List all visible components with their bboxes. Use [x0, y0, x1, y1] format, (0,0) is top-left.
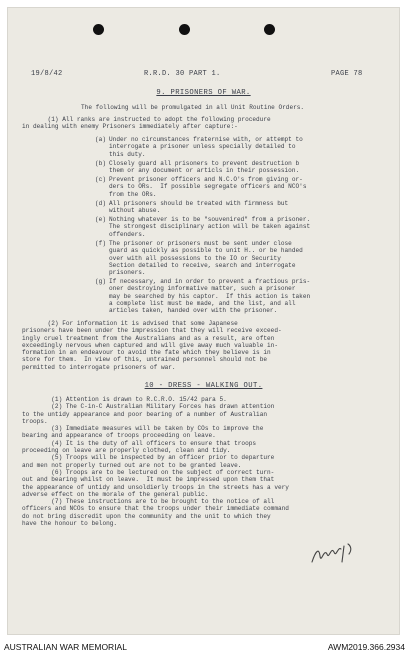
list-item-text: Nothing whatever is to be "souvenired" from a prisoner. The strongest disciplinary action will be taken against offenders.: [109, 216, 311, 238]
punch-hole: [179, 24, 190, 35]
list-item-label: (d): [95, 200, 106, 207]
list-item-label: (a): [95, 136, 106, 143]
punch-hole: [264, 24, 275, 35]
footer-accession-number: AWM2019.366.2934: [327, 642, 405, 652]
list-item-text: The prisoner or prisoners must be sent under close guard as quickly as possible to unit H.. or be handed over with all possessions to the IO or Security Section detailed to receive, search and interrogate prisoners.: [109, 240, 303, 277]
list-item-label: (f): [95, 240, 106, 247]
list-item-label: (c): [95, 176, 106, 183]
list-item-text: All prisoners should be treated with firmness but without abuse.: [109, 200, 289, 215]
punch-hole: [93, 24, 104, 35]
paragraph-1: (1) All ranks are instructed to adopt the following procedure in dealing with enemy Prisoners immediately after capture:-: [22, 116, 271, 131]
section-title-dress: 10 - DRESS - WALKING OUT.: [144, 382, 263, 390]
footer-institution: AUSTRALIAN WAR MEMORIAL: [4, 642, 127, 652]
intro-text: The following will be promulgated in all Unit Routine Orders.: [81, 104, 305, 111]
paragraph-2: (2) For information it is advised that some Japanese prisoners have been under the impression that they will receive exceed- ingly cruel treatment from the Australians and as a result, are often exceedingly nervous when captured and will give away much valuable in- formation in an endeavour to avoid the fate which they believe is in store for them. In view of this, untrained personnel should not be permitted to interrogate prisoners of war.: [22, 320, 282, 371]
list-item-text: If necessary, and in order to prevent a fractious pris- oner destroying informative matter, such a prisoner may be searched by his captor. If this action is taken a complete list must be made, and the list, and all articles taken, handed over with the prisoner.: [109, 278, 311, 315]
list-item-label: (e): [95, 216, 106, 223]
header-date: 19/8/42: [31, 70, 63, 78]
dress-instructions: (1) Attention is drawn to R.C.R.O. 15/42 para 5. (2) The C-in-C Australian Military Forces has drawn attention to the untidy appearance and poor bearing of a number of Australian troops. (3) Immediate measures will be taken by COs to improve the bearing and appearance of troops proceeding on leave. (4) It is the duty of all officers to ensure that troops proceeding on leave are properly clothed, clean and tidy. (5) Troops will be inspected by an officer prior to departure and men not properly turned out are not to be granted leave. (6) Troops are to be lectured on the subject of correct turn- out and bearing whilst on leave. It must be impressed upon them that the appearance of untidy and unsoldierly troops in the streets has a very adverse effect on the morale of the general public. (7) These instructions are to be brought to the notice of all officers and NCOs to ensure that the troops under their immediate command do not bring discredit upon the community and the unit to which they have the honour to belong.: [22, 396, 289, 528]
list-item-text: Closely guard all prisoners to prevent destruction b them or any document or articls in their possession.: [109, 160, 300, 175]
header-page: PAGE 78: [331, 70, 363, 78]
handwritten-signature: [310, 540, 358, 568]
document-page: [8, 8, 399, 634]
list-item-label: (b): [95, 160, 106, 167]
list-item-label: (g): [95, 278, 106, 285]
header-reference: R.R.D. 30 PART 1.: [144, 70, 221, 78]
list-item-text: Prevent prisoner officers and N.C.O's from giving or- ders to ORs. If possible segregate officers and NCO's from the ORs.: [109, 176, 307, 198]
list-item-text: Under no circumstances fraternise with, or attempt to interrogate a prisoner unless specially detailed to this duty.: [109, 136, 303, 158]
section-title-prisoners: 9. PRISONERS OF WAR.: [156, 89, 251, 97]
